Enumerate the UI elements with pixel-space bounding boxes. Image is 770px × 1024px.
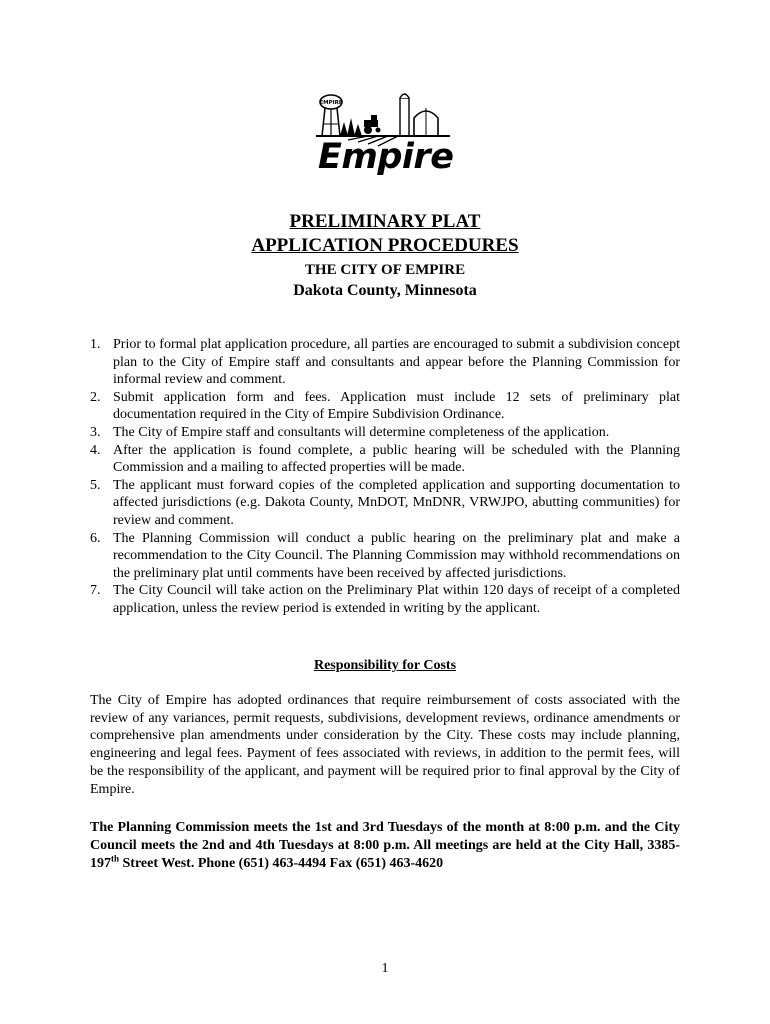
step-number: 1. (90, 337, 101, 352)
county-state: Dakota County, Minnesota (293, 282, 477, 299)
document-header (0, 210, 770, 302)
city-logo (308, 88, 458, 188)
step-text: After the application is found complete, a public hearing will be scheduled with the Planning Commission and a mailing to affected properties will be made. (113, 442, 680, 476)
procedure-step (90, 442, 680, 477)
document-title-line1: PRELIMINARY PLAT (289, 211, 481, 232)
step-number: 5. (90, 477, 101, 493)
step-number: 3. (90, 424, 101, 440)
procedure-step (90, 389, 680, 424)
responsibility-paragraph: The City of Empire has adopted ordinances that require reimbursement of costs associated with the review of any variances, permit requests, subdivisions, development reviews, ordinance amendments or comprehensive plan amendments under consideration by the City. These costs may include planning, engineering and legal fees. Payment of fees associated with reviews, in addition to the permit fees, will be the responsibility of the applicant, and payment will be required prior to final approval by the City of Empire. (90, 693, 680, 797)
document-title-line2: APPLICATION PROCEDURES (251, 235, 519, 256)
step-text: Prior to formal plat application procedure, all parties are encouraged to submit a subdivision concept plan to the City of Empire staff and consultants and appear before the Planning Commission for informal review and comment. (113, 337, 680, 388)
procedure-step (90, 336, 680, 389)
procedure-step (90, 530, 680, 583)
city-name: THE CITY OF EMPIRE (304, 262, 466, 278)
logo-wordmark: Empire (318, 137, 454, 177)
step-number: 4. (90, 442, 101, 458)
step-number: 6. (90, 530, 101, 546)
procedure-steps-list (90, 336, 680, 618)
logo-badge-text: EMPIRE (319, 100, 343, 106)
step-text: The Planning Commission will conduct a public hearing on the preliminary plat and make a recommendation to the City Council. The Planning Commission may withhold recommendations on the preliminary plat until comments have been received by affected jurisdictions. (113, 530, 680, 581)
meeting-schedule-paragraph (90, 819, 680, 872)
meeting-text-contact: Street West. Phone (651) 463-4494 Fax (651) 463-4620 (119, 855, 444, 871)
step-number: 7. (90, 583, 101, 599)
step-text: The applicant must forward copies of the completed application and supporting documentation to affected jurisdictions (e.g. Dakota County, MnDOT, MnDNR, VRWJPO, abutting communities) for review and comment. (113, 477, 680, 528)
procedure-step (90, 477, 680, 530)
step-text: Submit application form and fees. Application must include 12 sets of preliminary plat documentation required in the City of Empire Subdivision Ordinance. (113, 389, 680, 423)
page-number: 1 (381, 961, 389, 976)
step-text: The City of Empire staff and consultants will determine completeness of the application. (113, 424, 610, 440)
step-number: 2. (90, 389, 101, 405)
meeting-text-main: The Planning Commission meets the 1st and 3rd Tuesdays of the month at 8:00 p.m. and the City Council meets the 2nd and 4th Tuesdays at 8:00 p.m. All meetings are held at the City Hall, 3385-197 (90, 820, 680, 871)
ordinal-superscript: th (111, 852, 120, 863)
responsibility-heading: Responsibility for Costs (313, 658, 457, 673)
procedure-step (90, 582, 680, 617)
procedure-step (90, 424, 680, 442)
step-text: The City Council will take action on the Preliminary Plat within 120 days of receipt of a completed application, unless the review period is extended in writing by the applicant. (113, 583, 680, 616)
